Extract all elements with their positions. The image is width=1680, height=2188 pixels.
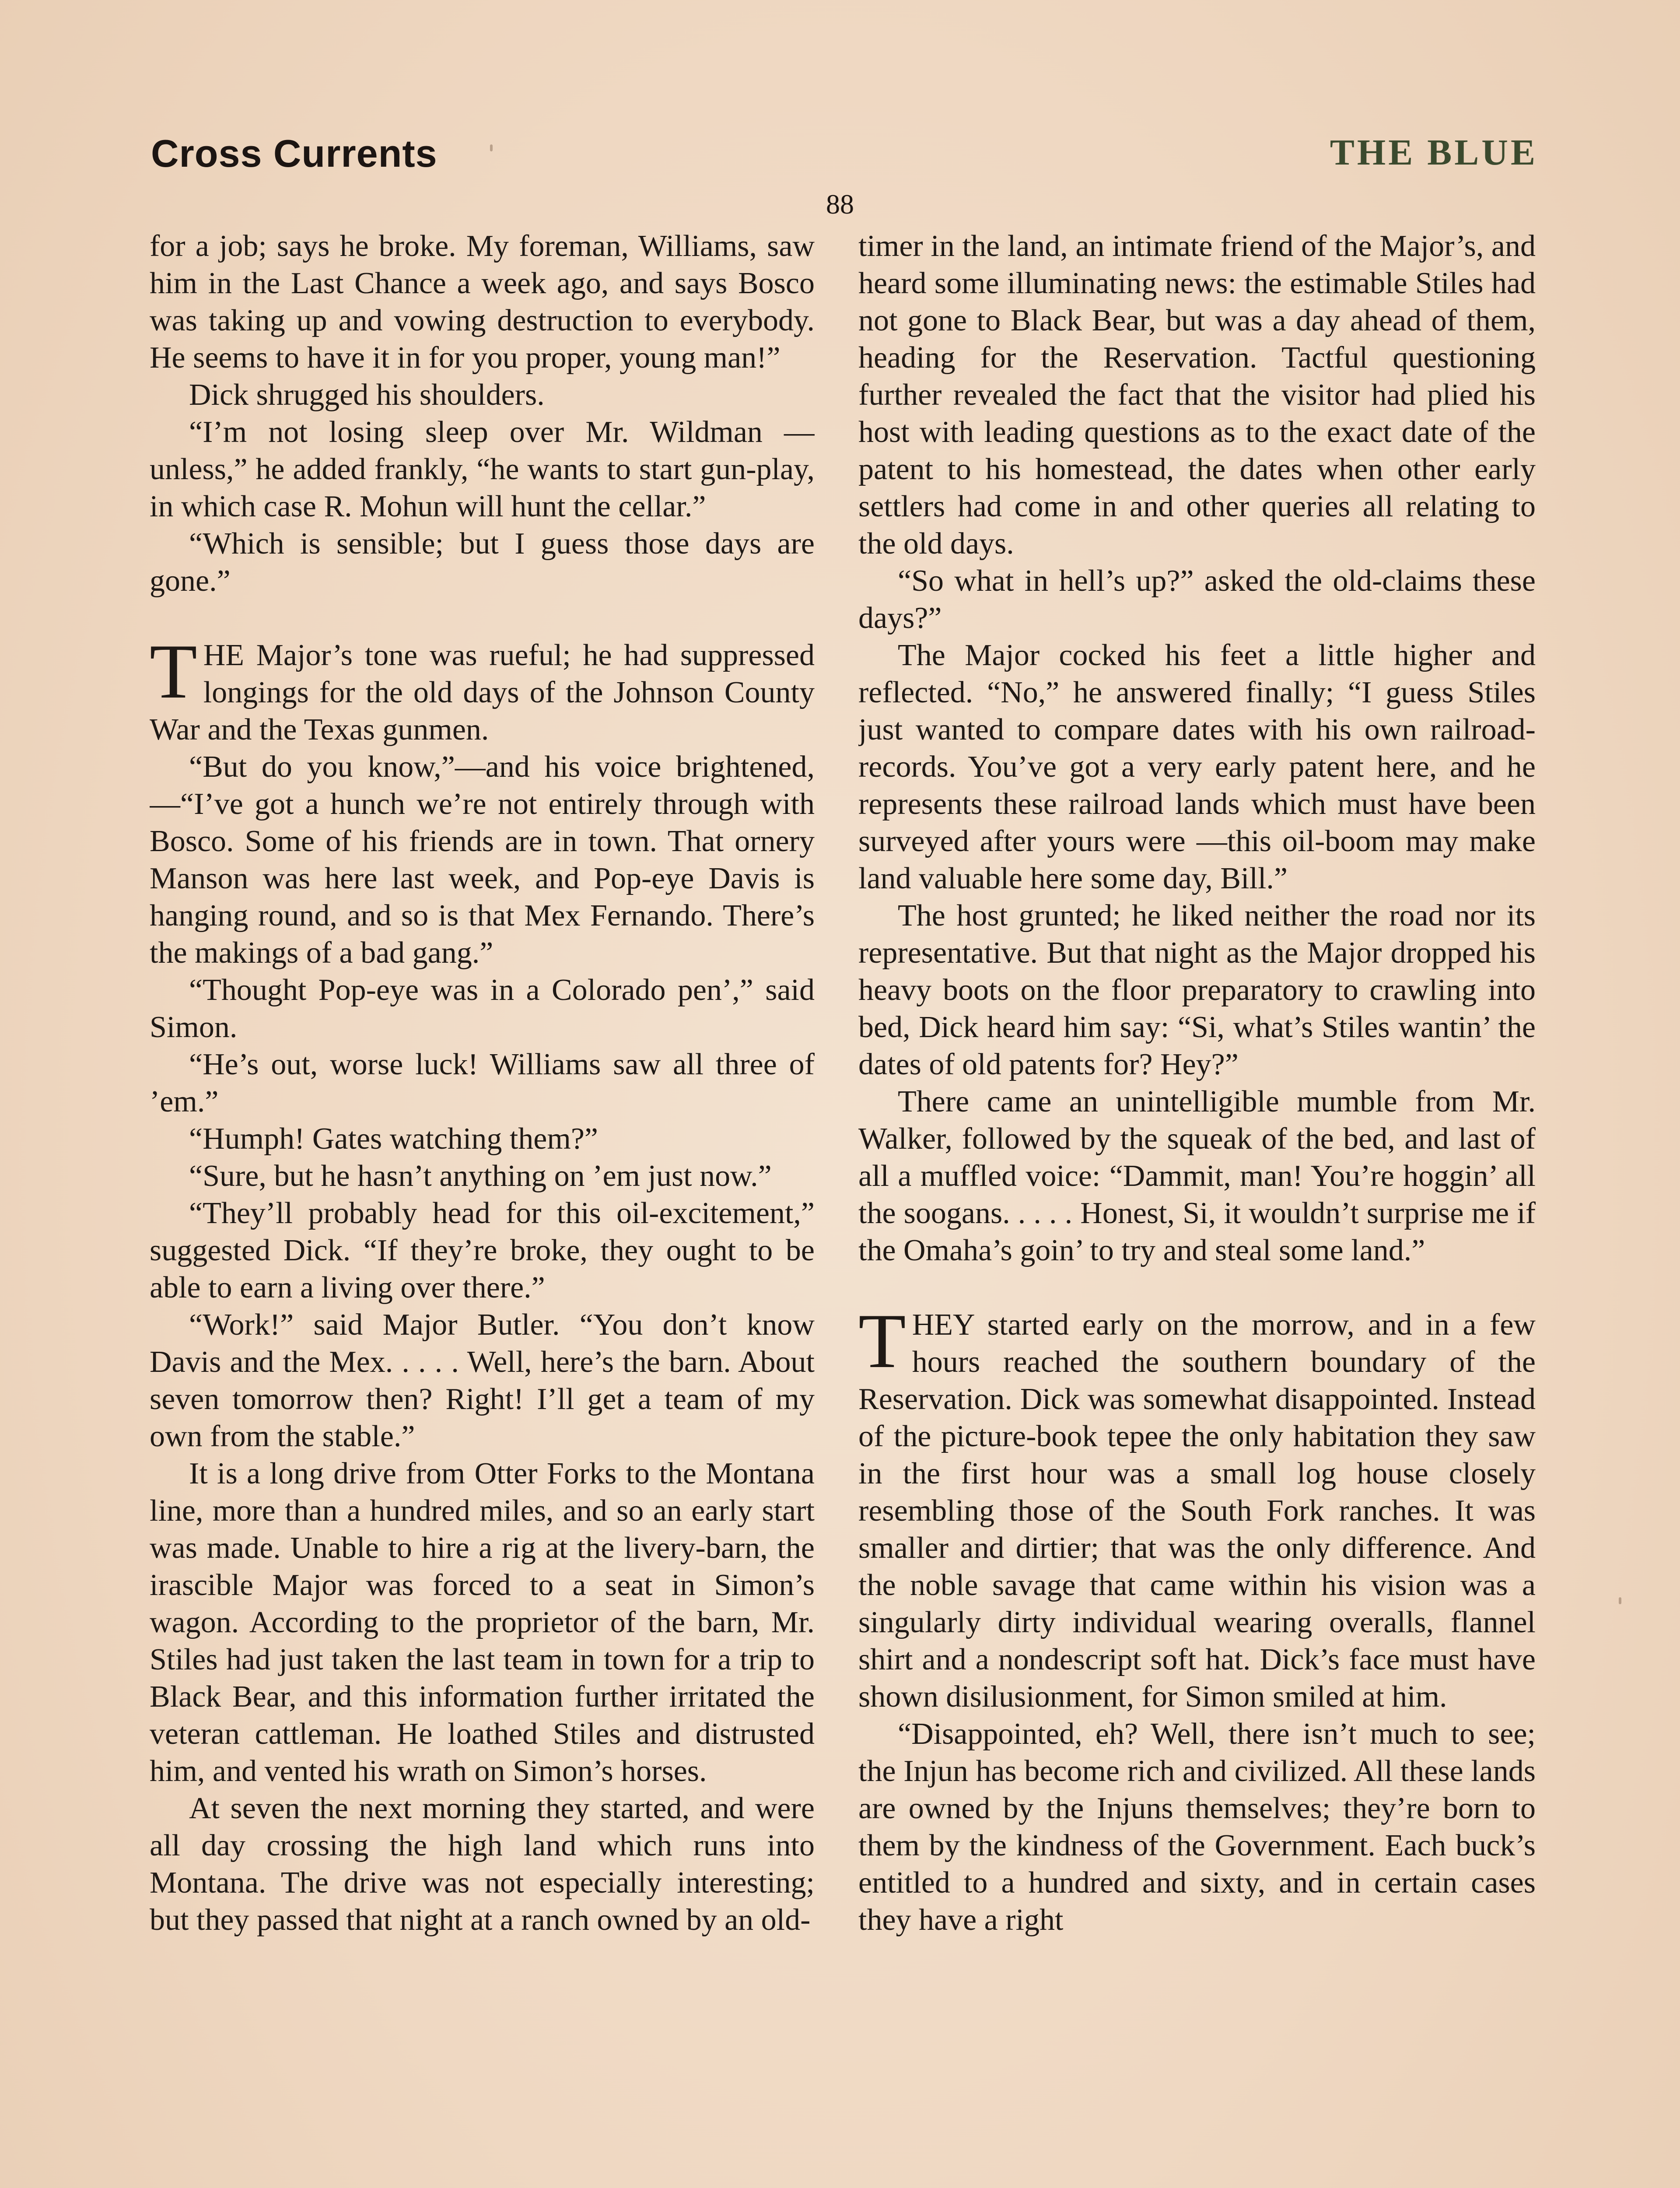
paper-speck	[1619, 1597, 1621, 1604]
paragraph-text: HE Major’s tone was rueful; he had suppressed longings for the old days of the Johnson County War and the Texas gunmen.	[150, 638, 815, 747]
drop-cap: T	[150, 628, 197, 715]
paragraph: “Thought Pop-eye was in a Colorado pen’,” said Simon.	[150, 973, 815, 1044]
right-column	[858, 228, 1536, 2188]
paragraph: “He’s out, worse luck! Williams saw all three of ’em.”	[150, 1048, 815, 1119]
running-title: Cross Currents	[151, 132, 438, 175]
paragraph: “But do you know,”—and his voice brightened,—“I’ve got a hunch we’re not entirely through with Bosco. Some of his friends are in town. That ornery Manson was here last week, and Pop-eye Davis is hanging round, and so is that Mex Fernando. There’s the makings of a bad gang.”	[150, 750, 815, 970]
left-column	[150, 228, 815, 2188]
paper-speck	[1181, 1593, 1184, 1597]
paragraph: “Sure, but he hasn’t anything on ’em just now.”	[189, 1159, 772, 1193]
paragraph: The Major cocked his feet a little higher and reflected. “No,” he answered finally; “I guess Stiles just wanted to compare dates with his own railroad-records. You’ve got a very early patent here, and he represents these railroad lands which must have been surveyed after yours were —this oil-boom may make land valuable here some day, Bill.”	[858, 638, 1536, 895]
paragraph: There came an unintelligible mumble from Mr. Walker, followed by the squeak of the bed, and last of all a muffled voice: “Dammit, man! You’re hoggin’ all the soogans. . . . . Honest, Si, it wouldn’t surprise me if the Omaha’s goin’ to try and steal some land.”	[858, 1085, 1536, 1267]
paragraph: At seven the next morning they started, and were all day crossing the high land which runs into Montana. The drive was not especially interesting; but they passed that night at a ranch owned by an old-	[150, 1792, 815, 1937]
paragraph: “Which is sensible; but I guess those days are gone.”	[150, 527, 815, 598]
section-paragraph	[858, 1297, 1536, 1715]
paragraph: The host grunted; he liked neither the road nor its representative. But that night as the Major dropped his heavy boots on the floor preparatory to crawling into bed, Dick heard him say: “Si, what’s Stiles wantin’ the dates of old patents for? Hey?”	[858, 899, 1536, 1081]
paragraph: “Disappointed, eh? Well, there isn’t much to see; the Injun has become rich and civilized. All these lands are owned by the Injuns themselves; they’re born to them by the kindness of the Government. Each buck’s entitled to a hundred and sixty, and in certain cases they have a right	[858, 1717, 1536, 1937]
section-paragraph	[150, 628, 815, 748]
paragraph: It is a long drive from Otter Forks to the Montana line, more than a hundred miles, and so an early start was made. Unable to hire a rig at the livery-barn, the irascible Major was forced to a seat in Simon’s wagon. According to the proprietor of the barn, Mr. Stiles had just taken the last team in town for a trip to Black Bear, and this information further irritated the veteran cattleman. He loathed Stiles and distrusted him, and vented his wrath on Simon’s horses.	[150, 1457, 815, 1788]
page-number: 88	[826, 189, 854, 220]
drop-cap: T	[858, 1297, 906, 1384]
paper-speck	[490, 144, 493, 151]
paragraph: for a job; says he broke. My foreman, Williams, saw him in the Last Chance a week ago, and says Bosco was taking up and vowing destruction to everybody. He seems to have it in for you proper, young man!”	[150, 229, 815, 375]
paragraph: “I’m not losing sleep over Mr. Wildman —unless,” he added frankly, “he wants to start gun-play, in which case R. Mohun will hunt the cellar.”	[150, 415, 815, 523]
magazine-name: THE BLUE	[1330, 132, 1538, 173]
paragraph-text: HEY started early on the morrow, and in a few hours reached the southern boundary of the Reservation. Dick was somewhat disappointed. Instead of the picture-book tepee the only habitation they saw in the first hour was a small log house closely resembling those of the South Fork ranches. It was smaller and dirtier; that was the only difference. And the noble savage that came within his vision was a singularly dirty individual wearing overalls, flannel shirt and a nondescript soft hat. Dick’s face must have shown disilusionment, for Simon smiled at him.	[858, 1308, 1536, 1714]
paragraph: “Humph! Gates watching them?”	[189, 1122, 598, 1156]
paragraph: Dick shrugged his shoulders.	[189, 378, 545, 412]
paragraph: “They’ll probably head for this oil-excitement,” suggested Dick. “If they’re broke, they ought to be able to earn a living over there.”	[150, 1196, 815, 1304]
paragraph: “Work!” said Major Butler. “You don’t know Davis and the Mex. . . . . Well, here’s the barn. About seven tomorrow then? Right! I’ll get a team of my own from the stable.”	[150, 1308, 815, 1453]
paragraph: timer in the land, an intimate friend of the Major’s, and heard some illuminating news: the estimable Stiles had not gone to Black Bear, but was a day ahead of them, heading for the Reservation. Tactful questioning further revealed the fact that the visitor had plied his host with leading questions as to the exact date of the patent to his homestead, the dates when other early settlers had come in and other queries all relating to the old days.	[858, 229, 1536, 561]
paragraph: “So what in hell’s up?” asked the old-claims these days?”	[858, 564, 1536, 635]
